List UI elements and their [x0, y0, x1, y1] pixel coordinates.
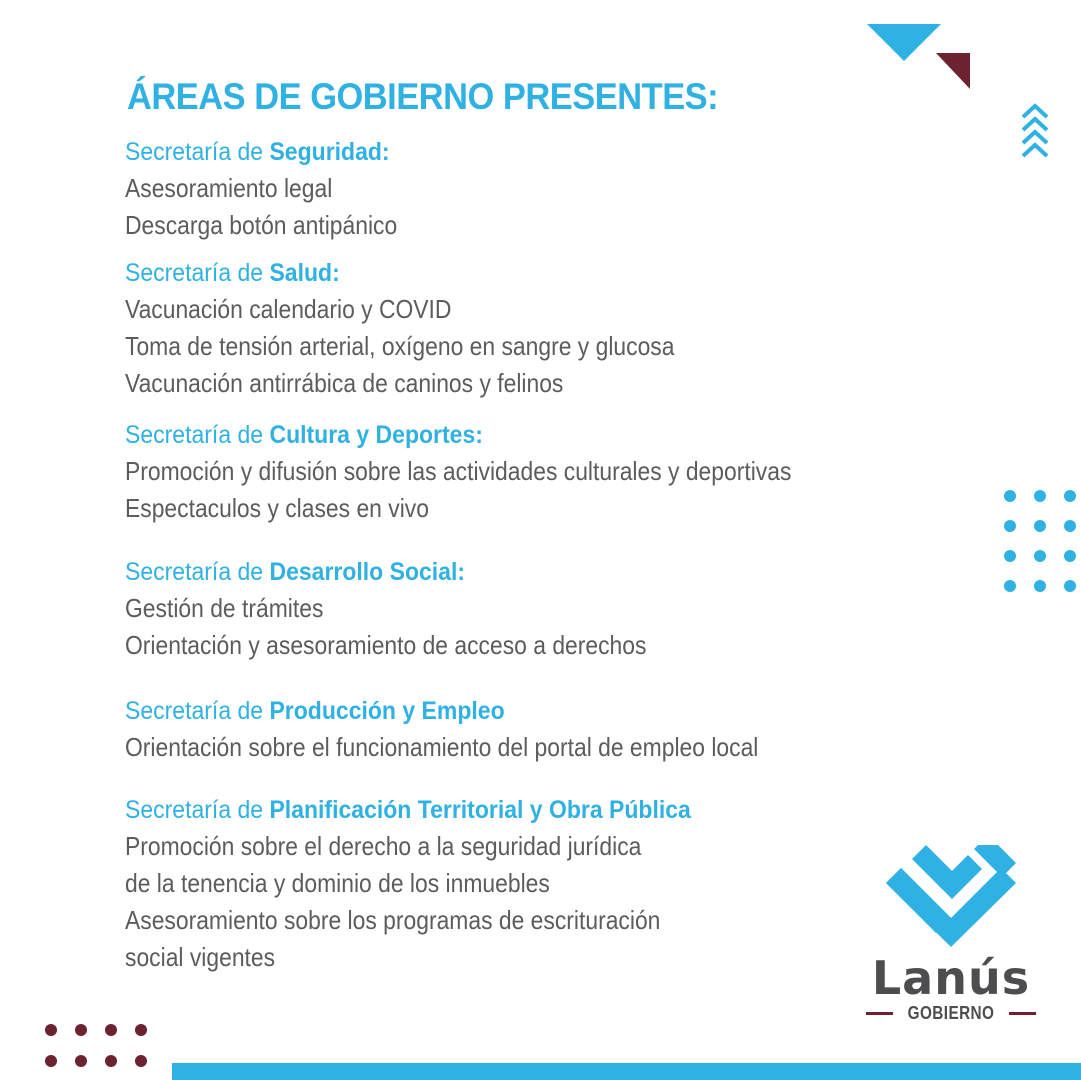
list-item: Orientación sobre el funcionamiento del portal de empleo local	[125, 732, 759, 762]
triangle-decoration-blue	[867, 24, 941, 61]
list-item: Espectaculos y clases en vivo	[125, 493, 429, 523]
section-heading: Secretaría de Producción y Empleo	[125, 697, 505, 725]
lanus-gobierno-logo	[866, 845, 1036, 1030]
logo-name: Lanús	[871, 951, 1031, 1005]
chevrons-up-icon	[1020, 103, 1050, 163]
section-heading: Secretaría de Seguridad:	[125, 138, 390, 166]
list-item: Toma de tensión arterial, oxígeno en sangre y glucosa	[125, 331, 675, 361]
section-planificacion-obra-publica	[125, 792, 740, 976]
list-item: Vacunación calendario y COVID	[125, 294, 452, 324]
dot-grid-decoration-maroon	[44, 1023, 154, 1068]
section-seguridad	[125, 134, 434, 244]
list-item: Descarga botón antipánico	[125, 210, 398, 240]
section-salud	[125, 255, 749, 402]
list-item: Gestión de trámites	[125, 593, 324, 623]
section-produccion-empleo	[125, 693, 845, 766]
list-item: Vacunación antirrábica de caninos y felinos	[125, 368, 564, 398]
list-item: Promoción y difusión sobre las actividades culturales y deportivas	[125, 456, 792, 486]
section-desarrollo-social	[125, 554, 718, 664]
section-heading: Secretaría de Desarrollo Social:	[125, 558, 466, 586]
divider	[1009, 1012, 1036, 1015]
list-item: Orientación y asesoramiento de acceso a derechos	[125, 630, 647, 660]
section-cultura-deportes	[125, 417, 882, 527]
section-heading: Secretaría de Planificación Territorial y Obra Pública	[125, 796, 691, 824]
dot-grid-decoration-blue	[1002, 489, 1081, 594]
bottom-bar-decoration	[172, 1063, 1081, 1080]
list-item: Asesoramiento sobre los programas de escrituración	[125, 905, 661, 935]
list-item: Asesoramiento legal	[125, 173, 333, 203]
section-heading: Secretaría de Salud:	[125, 259, 340, 287]
heart-logo-icon	[886, 845, 1016, 950]
triangle-decoration-maroon	[936, 53, 970, 89]
list-item: de la tenencia y dominio de los inmuebles	[125, 868, 550, 898]
list-item: Promoción sobre el derecho a la seguridad jurídica	[125, 831, 642, 861]
section-heading: Secretaría de Cultura y Deportes:	[125, 421, 483, 449]
page-title: ÁREAS DE GOBIERNO PRESENTES:	[127, 76, 719, 117]
divider	[866, 1012, 893, 1015]
logo-subtitle: GOBIERNO	[866, 1003, 1036, 1024]
list-item: social vigentes	[125, 942, 276, 972]
